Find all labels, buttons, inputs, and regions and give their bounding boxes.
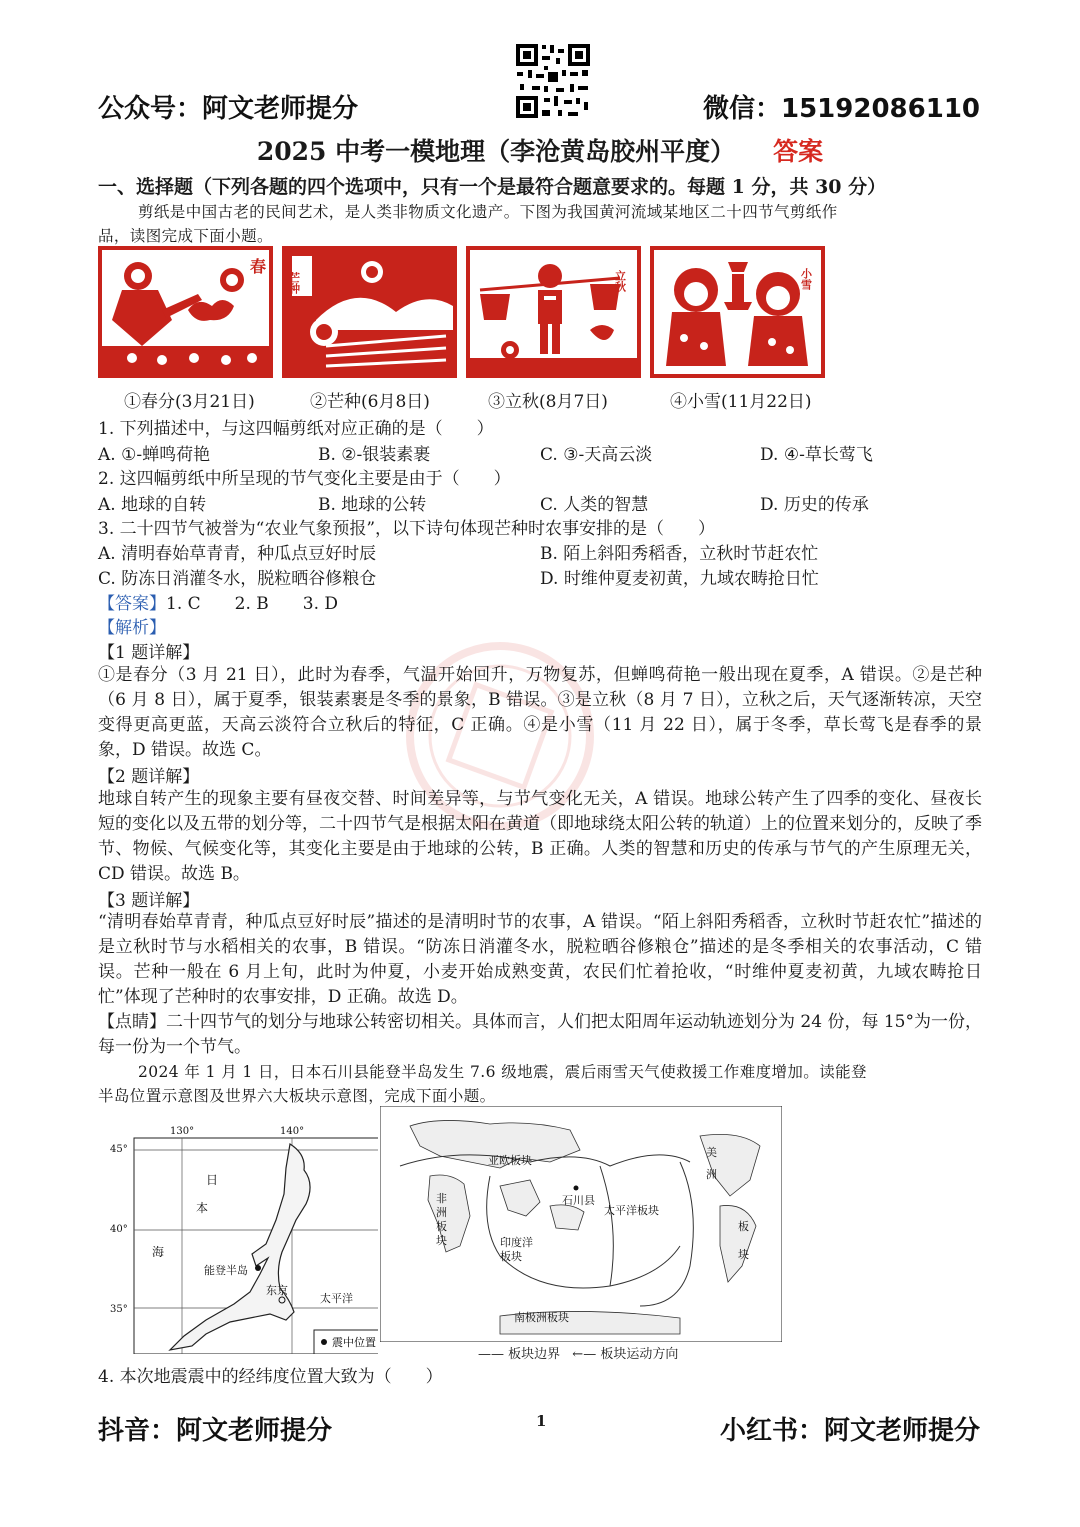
dianjing-text: 【点睛】二十四节气的划分与地球公转密切相关。具体而言，人们把太阳周年运动轨迹划分为 24 份，每 15°为一份，每一份为一个节气。 — [98, 1012, 982, 1057]
caption-2: ②芒种(6月8日) — [310, 392, 430, 412]
lat-label-35: 35° — [110, 1304, 128, 1315]
q1-stem: 1. 下列描述中，与这四幅剪纸对应正确的是（ ） — [98, 419, 494, 439]
legend-boundary-line-icon: —— — [478, 1347, 504, 1362]
map-label-ben: 本 — [196, 1201, 209, 1215]
map-legend — [478, 1343, 678, 1362]
q3-option-b[interactable]: B. 陌上斜阳秀稻香，立秋时节赶农忙 — [540, 544, 819, 564]
plate-pacific: 太平洋板块 — [604, 1204, 659, 1217]
papercut-stamp-2: 芒种 — [287, 272, 301, 294]
tectonic-plates-map — [380, 1106, 782, 1342]
plate-america-2: 洲 — [706, 1168, 717, 1181]
detail2-text: 地球自转产生的现象主要有昼夜交替、时间差异等，与节气变化无关，A 错误。地球公转产生了四季的变化、昼夜长短的变化以及五带的划分等，二十四节气是根据太阳在黄道（即地球绕太阳公转的轨道）上的位置来划分的，反映了季节、物候、气候变化等，其变化主要是由于地球的公转，B 正确。人类的智慧和历史的传承与节气的产生原理无关，CD 错误。故选 B。 — [98, 789, 982, 884]
detail1-text: ①是春分（3 月 21 日），此时为春季，气温开始回升，万物复苏，但蝉鸣荷艳一般出现在夏季，A 错误。②是芒种（6 月 8 日），属于夏季，银装素裹是冬季的景象，B 错误。③是立秋（8 月 7 日），立秋之后，天气逐渐转凉，天空变得更高更蓝，天高云淡符合立秋后的特征，C 正确。④是小雪（11 月 22 日），属于冬季，草长莺飞是春季的景象，D 错误。故选 C。 — [98, 665, 982, 760]
lat-label-40: 40° — [110, 1224, 128, 1235]
legend-boundary: 板块边界 — [508, 1347, 561, 1362]
q1-option-c[interactable]: C. ③-天高云淡 — [540, 445, 653, 465]
caption-3: ③立秋(8月7日) — [488, 392, 608, 412]
analysis-label: 【解析】 — [98, 618, 166, 638]
papercut-minor-snow — [650, 246, 825, 378]
plate-america-4: 块 — [738, 1248, 749, 1261]
plate-america-3: 板 — [738, 1220, 749, 1233]
q3-option-d[interactable]: D. 时维仲夏麦初黄，九域农畴抢日忙 — [540, 569, 819, 589]
q3-stem: 3. 二十四节气被誉为“农业气象预报”，以下诗句体现芒种时农事安排的是（ ） — [98, 519, 716, 539]
q1-option-b[interactable]: B. ②-银装素裹 — [318, 445, 431, 465]
plate-america-1: 美 — [706, 1146, 717, 1159]
legend-arrow-icon: ←— — [572, 1347, 597, 1362]
plate-africa-4: 块 — [436, 1234, 447, 1247]
noto-peninsula-map — [98, 1124, 378, 1354]
papercut-start-of-autumn — [466, 246, 641, 378]
caption-4: ④小雪(11月22日) — [670, 392, 812, 412]
lon-label-140: 140° — [280, 1126, 305, 1137]
title-answer-label: 答案 — [773, 137, 824, 166]
q4-intro-line-1: 2024 年 1 月 1 日，日本石川县能登半岛发生 7.6 级地震，震后雨雪天气使救援工作难度增加。读能登 — [138, 1063, 867, 1081]
page-title — [0, 132, 1080, 168]
plate-indian-2: 板块 — [500, 1250, 522, 1263]
q2-stem: 2. 这四幅剪纸中所呈现的节气变化主要是由于（ ） — [98, 469, 511, 489]
q2-option-d[interactable]: D. 历史的传承 — [760, 495, 869, 515]
plate-ishikawa: 石川县 — [562, 1194, 595, 1207]
papercut-gallery — [98, 246, 824, 378]
section-heading: 一、选择题（下列各题的四个选项中，只有一个是最符合题意要求的。每题 1 分，共 30 分） — [98, 176, 887, 198]
q1-option-a[interactable]: A. ①-蝉鸣荷艳 — [98, 445, 211, 465]
q1-option-d[interactable]: D. ④-草长莺飞 — [760, 445, 873, 465]
lon-label-130: 130° — [170, 1126, 195, 1137]
plate-indian-1: 印度洋 — [500, 1236, 533, 1249]
answer-values: 1. C 2. B 3. D — [166, 594, 339, 614]
answer-line — [98, 589, 338, 614]
map-label-pacific: 太平洋 — [320, 1292, 353, 1305]
plate-africa-1: 非 — [436, 1192, 447, 1205]
detail1-heading: 【1 题详解】 — [98, 643, 200, 663]
map-label-noto: 能登半岛 — [204, 1264, 248, 1277]
papercut-stamp-4: 小雪 — [799, 268, 813, 290]
header-wechat-account: 公众号：阿文老师提分 — [98, 94, 359, 124]
detail3-text: “清明春始草青青，种瓜点豆好时辰”描述的是清明时节的农事，A 错误。“陌上斜阳秀稻香，立秋时节赶农忙”描述的是立秋时节与水稻相关的农事，B 错误。“防冻日消灌冬水，脱粒晒谷修粮仓”描述的是冬季相关的农事活动，C 错误。芒种一般在 6 月上旬，此时为仲夏，小麦开始成熟变黄，农民们忙着抢收，“时维仲夏麦初黄，九域农畴抢日忙”体现了芒种时的农事安排，D 正确。故选 D。 — [98, 912, 982, 1007]
map-label-ri: 日 — [206, 1173, 219, 1187]
q2-option-a[interactable]: A. 地球的自转 — [98, 495, 207, 515]
q4-intro-line-2: 半岛位置示意图及世界六大板块示意图，完成下面小题。 — [98, 1087, 496, 1105]
papercut-stamp-3: 立秋 — [613, 270, 627, 292]
page-number: 1 — [536, 1412, 547, 1430]
answer-label: 【答案】 — [98, 594, 166, 614]
papercut-spring-equinox — [98, 246, 273, 378]
plate-antarctic: 南极洲板块 — [514, 1311, 569, 1324]
detail3-heading: 【3 题详解】 — [98, 891, 200, 911]
plate-africa-2: 洲 — [436, 1206, 447, 1219]
legend-direction: 板块运动方向 — [600, 1347, 679, 1362]
q2-option-c[interactable]: C. 人类的智慧 — [540, 495, 649, 515]
q3-option-a[interactable]: A. 清明春始草青青，种瓜点豆好时辰 — [98, 544, 377, 564]
map-left-legend: 震中位置 — [332, 1336, 376, 1349]
plate-eurasian: 亚欧板块 — [488, 1154, 532, 1167]
papercut-stamp-1: 春 — [250, 257, 267, 276]
intro-line-1: 剪纸是中国古老的民间艺术，是人类非物质文化遗产。下图为我国黄河流域某地区二十四节气剪纸作 — [138, 203, 838, 221]
lat-label-45: 45° — [110, 1144, 128, 1155]
q3-option-c[interactable]: C. 防冻日消灌冬水，脱粒晒谷修粮仓 — [98, 569, 377, 589]
qr-code-icon[interactable] — [514, 42, 592, 120]
q2-option-b[interactable]: B. 地球的公转 — [318, 495, 427, 515]
caption-1: ①春分(3月21日) — [124, 392, 255, 412]
map-label-tokyo: 东京 — [266, 1284, 288, 1297]
intro-line-2: 品，读图完成下面小题。 — [98, 227, 273, 245]
footer-douyin: 抖音：阿文老师提分 — [98, 1416, 333, 1446]
detail2-heading: 【2 题详解】 — [98, 767, 200, 787]
plate-africa-3: 板 — [436, 1220, 447, 1233]
title-main: 2025 中考一模地理（李沧黄岛胶州平度） — [256, 137, 736, 166]
header-wechat-id: 微信：15192086110 — [703, 94, 980, 124]
footer-xiaohongshu: 小红书：阿文老师提分 — [719, 1416, 980, 1446]
map-label-hai: 海 — [152, 1245, 165, 1259]
papercut-grain-in-ear — [282, 246, 457, 378]
q4-stem: 4. 本次地震震中的经纬度位置大致为（ ） — [98, 1367, 443, 1387]
